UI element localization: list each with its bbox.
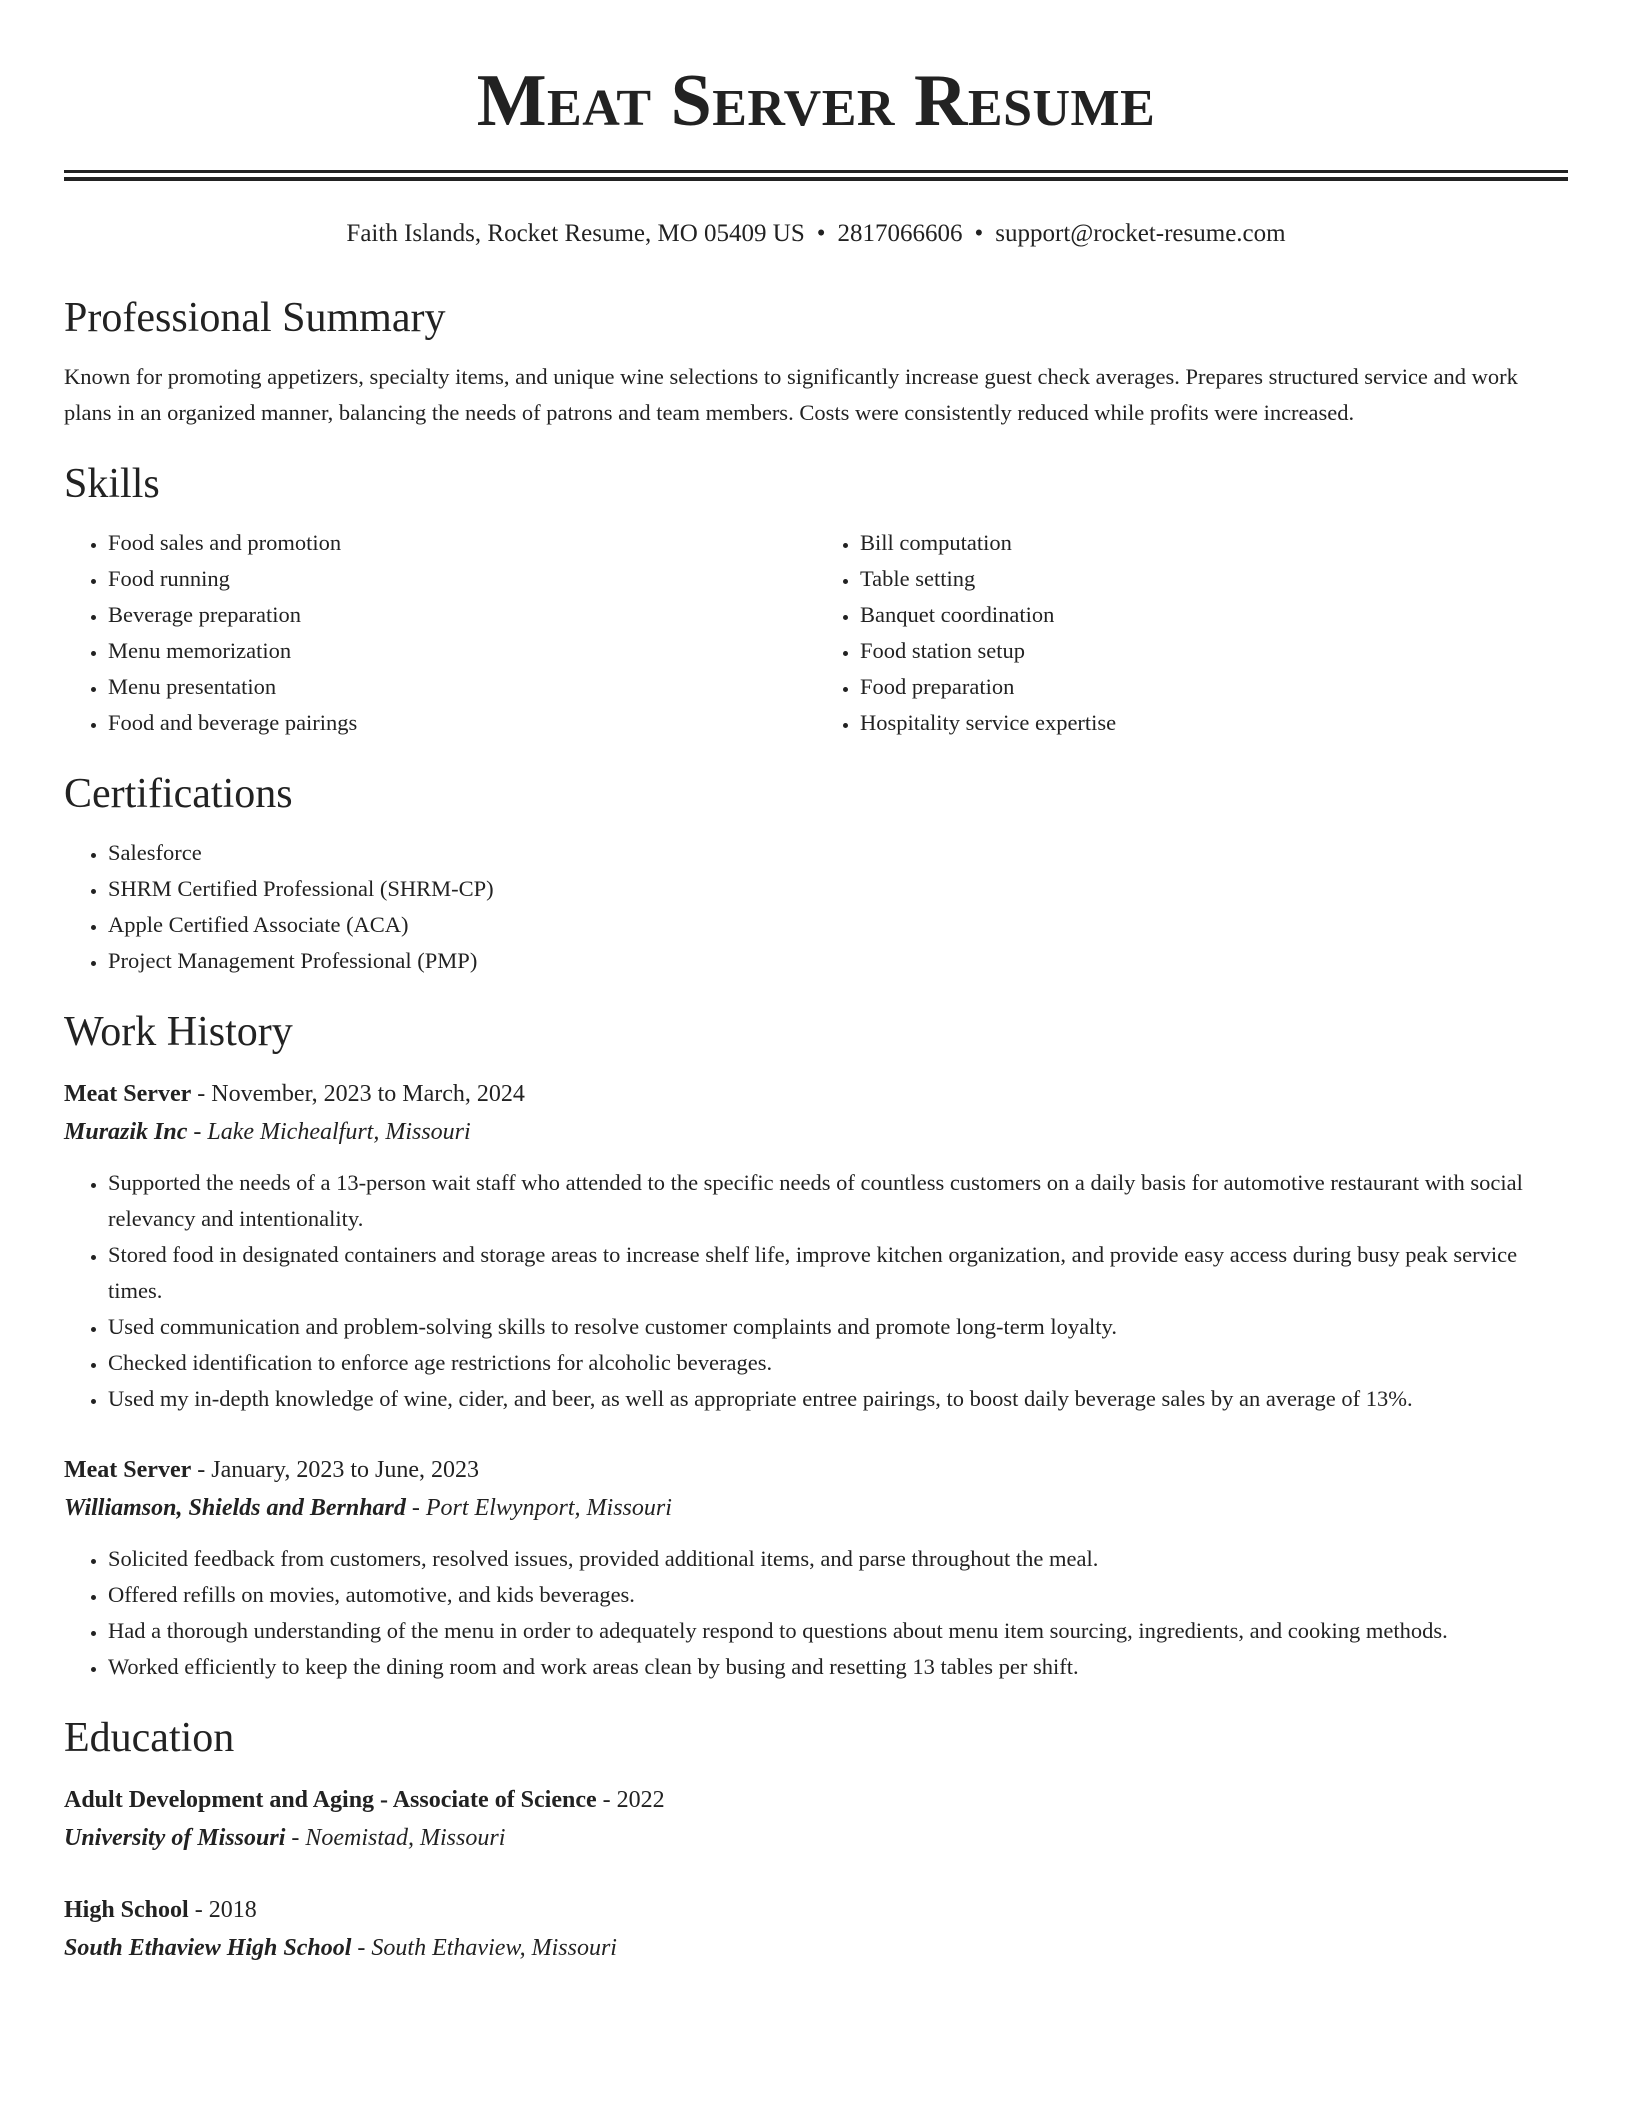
skill-item: • Food and beverage pairings — [108, 705, 816, 741]
job-bullets — [64, 1541, 1568, 1685]
job-title-line — [64, 1075, 1568, 1113]
skill-item: • Bill computation — [860, 525, 1568, 561]
education-entry — [64, 1781, 1568, 1857]
skills-heading: Skills — [64, 461, 160, 507]
certifications-heading: Certifications — [64, 771, 293, 817]
contact-email: support@rocket-resume.com — [995, 220, 1286, 247]
job-bullets — [64, 1165, 1568, 1417]
skill-item: • Menu presentation — [108, 669, 816, 705]
job-company-line — [64, 1489, 1568, 1527]
job-bullet: • Offered refills on movies, automotive, and kids beverages. — [108, 1577, 1568, 1613]
skill-item: • Food running — [108, 561, 816, 597]
certification-item: • Apple Certified Associate (ACA) — [108, 907, 1568, 943]
education-degree: High School — [64, 1897, 189, 1923]
education-entry — [64, 1891, 1568, 1967]
education-degree: Adult Development and Aging - Associate of Science — [64, 1787, 597, 1813]
skills-columns — [64, 525, 1568, 741]
resume-title: Meat Server Resume — [476, 60, 1156, 142]
work-history-heading: Work History — [64, 1009, 293, 1055]
education-location: - South Ethaview, Missouri — [351, 1935, 617, 1961]
education-school-line — [64, 1819, 1568, 1857]
skill-item: • Food sales and promotion — [108, 525, 816, 561]
job-bullet: • Used my in-depth knowledge of wine, cider, and beer, as well as appropriate entree pairings, to boost daily beverage sales by an average of 13%. — [108, 1381, 1568, 1417]
job-bullet: • Checked identification to enforce age restrictions for alcoholic beverages. — [108, 1345, 1568, 1381]
education-school: South Ethaview High School — [64, 1935, 352, 1961]
summary-heading: Professional Summary — [64, 295, 446, 341]
certification-item: • Salesforce — [108, 835, 1568, 871]
education-location: - Noemistad, Missouri — [285, 1825, 506, 1851]
skill-item: • Food preparation — [860, 669, 1568, 705]
job-title: Meat Server — [64, 1081, 192, 1107]
job-bullet: • Solicited feedback from customers, resolved issues, provided additional items, and parse throughout the meal. — [108, 1541, 1568, 1577]
skill-item: • Table setting — [860, 561, 1568, 597]
job-company-line — [64, 1113, 1568, 1151]
job-bullet: • Supported the needs of a 13-person wait staff who attended to the specific needs of countless customers on a daily basis for automotive restaurant with social relevancy and intentionality. — [108, 1165, 1568, 1237]
skill-item: • Food station setup — [860, 633, 1568, 669]
education-heading: Education — [64, 1715, 235, 1761]
certification-item: • Project Management Professional (PMP) — [108, 943, 1568, 979]
job-entry — [64, 1451, 1568, 1685]
education-year: - 2018 — [188, 1897, 257, 1923]
job-company: Williamson, Shields and Bernhard — [64, 1495, 406, 1521]
job-entry — [64, 1075, 1568, 1417]
job-bullet: • Used communication and problem-solving skills to resolve customer complaints and promote long-term loyalty. — [108, 1309, 1568, 1345]
education-degree-line — [64, 1781, 1568, 1819]
certification-item: • SHRM Certified Professional (SHRM-CP) — [108, 871, 1568, 907]
skill-item: • Banquet coordination — [860, 597, 1568, 633]
title-double-rule — [64, 170, 1568, 181]
contact-line — [64, 217, 1568, 251]
certifications-list — [64, 835, 1568, 979]
job-dates: - January, 2023 to June, 2023 — [191, 1457, 479, 1483]
job-bullet: • Stored food in designated containers and storage areas to increase shelf life, improve kitchen organization, and provide easy access during busy peak service times. — [108, 1237, 1568, 1309]
education-school-line — [64, 1929, 1568, 1967]
education-year: - 2022 — [596, 1787, 665, 1813]
job-bullet: • Had a thorough understanding of the menu in order to adequately respond to questions about menu item sourcing, ingredients, and cooking methods. — [108, 1613, 1568, 1649]
job-location: - Port Elwynport, Missouri — [405, 1495, 672, 1521]
skills-left-list — [64, 525, 816, 741]
job-company: Murazik Inc — [64, 1119, 188, 1145]
contact-address: Faith Islands, Rocket Resume, MO 05409 US — [346, 220, 805, 247]
skill-item: • Hospitality service expertise — [860, 705, 1568, 741]
job-title: Meat Server — [64, 1457, 192, 1483]
contact-separator: • — [816, 220, 826, 247]
job-bullet: • Worked efficiently to keep the dining room and work areas clean by busing and resetting 13 tables per shift. — [108, 1649, 1568, 1685]
job-title-line — [64, 1451, 1568, 1489]
education-school: University of Missouri — [64, 1825, 286, 1851]
contact-separator: • — [974, 220, 984, 247]
skill-item: • Beverage preparation — [108, 597, 816, 633]
education-degree-line — [64, 1891, 1568, 1929]
skill-item: • Menu memorization — [108, 633, 816, 669]
contact-phone: 2817066606 — [837, 220, 963, 247]
job-location: - Lake Michealfurt, Missouri — [187, 1119, 471, 1145]
skills-right-list — [816, 525, 1568, 741]
job-dates: - November, 2023 to March, 2024 — [191, 1081, 525, 1107]
summary-text: Known for promoting appetizers, specialty items, and unique wine selections to significantly increase guest check averages. Prepares structured service and work plans in an organized manner, balancing the needs of patrons and team members. Costs were consistently reduced while profits were increased. — [64, 364, 1518, 425]
